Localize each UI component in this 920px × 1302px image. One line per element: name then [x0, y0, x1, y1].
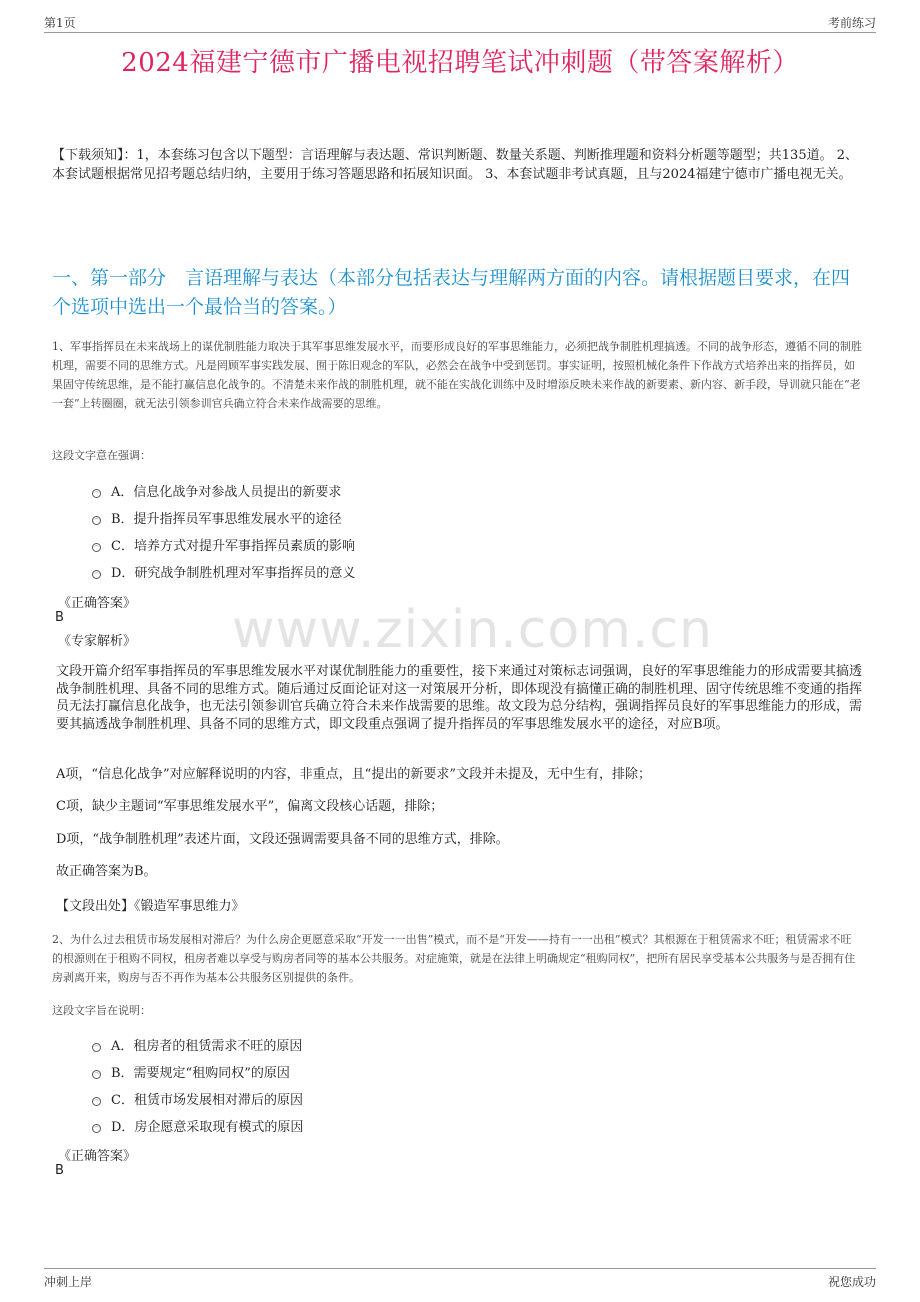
option-b[interactable]: [92, 1058, 303, 1085]
radio-icon[interactable]: [92, 489, 101, 498]
document-title: 2024福建宁德市广播电视招聘笔试冲刺题（带答案解析）: [121, 48, 799, 78]
option-d-note: D项，“战争制胜机理”表述片面，文段还强调需要具备不同的思维方式，排除。: [56, 832, 509, 847]
analysis-label: 《专家解析》: [58, 634, 137, 649]
option-a-note: A项，“信息化战争”对应解释说明的内容，非重点，且“提出的新要求”文段并未提及，无中生有，排除；: [56, 767, 651, 782]
option-label: B．提升指挥员军事思维发展水平的途径: [111, 512, 342, 527]
option-d[interactable]: [92, 558, 355, 585]
page-footer: [44, 1268, 876, 1291]
header-tag: 考前练习: [827, 16, 876, 30]
option-label: B．需要规定“租购同权”的原因: [111, 1066, 290, 1081]
radio-icon[interactable]: [92, 543, 101, 552]
option-b[interactable]: [92, 504, 355, 531]
analysis-text: 文段开篇介绍军事指挥员的军事思维发展水平对谋优制胜能力的重要性，接下来通过对策标志词强调，良好的军事思维能力的形成需要其搞透战争制胜机理、具备不同的思维方式。随后通过反面论证对这一对策展开分析，即体现没有搞懂正确的制胜机理、固守传统思维不变通的指挥员无法打赢信息化战争，也无法引领参训官兵确立符合未来作战需要的思维。故文段为总分结构，强调指挥员良好的军事思维能力的形成，需要其搞透战争制胜机理、具备不同的思维方式，即文段重点强调了提升指挥员的军事思维发展水平的途径，对应B项。: [56, 664, 863, 732]
option-d[interactable]: [92, 1112, 303, 1139]
option-a[interactable]: [92, 477, 355, 504]
option-label: D．研究战争制胜机理对军事指挥员的意义: [111, 566, 356, 581]
download-notice: 【下载须知】：1，本套练习包含以下题型：言语理解与表达题、常识判断题、数量关系题、判断推理题和资料分析题等题型；共135道。 2、本套试题根据常见招考题总结归纳，主要用于练习答题思路和拓展知识面。 3、本套试题非考试真题，且与2024福建宁德市广播电视无关。: [52, 148, 858, 182]
option-label: D．房企愿意采取现有模式的原因: [111, 1120, 304, 1135]
radio-icon[interactable]: [92, 1043, 101, 1052]
answer-label: 《正确答案》: [58, 1149, 137, 1164]
option-c-note: C项，缺少主题词“军事思维发展水平”，偏离文段核心话题，排除；: [56, 799, 444, 814]
radio-icon[interactable]: [92, 516, 101, 525]
question-2-options: [92, 1031, 303, 1139]
question-1-text: 1、军事指挥员在未来战场上的谋优制胜能力取决于其军事思维发展水平，而要形成良好的军事思维能力，必须把战争制胜机理搞透。不同的战争形态，遵循不同的制胜机理，需要不同的思维方式。凡是罔顾军事实践发展、囿于陈旧观念的军队，必然会在战争中受到惩罚。事实证明，按照机械化条件下作战方式培养出来的指挥员，如果固守传统思维，是不能打赢信息化战争的。不清楚未来作战的制胜机理，就不能在实战化训练中及时增添反映未来作战的新要素、新内容、新手段，导训就只能在“老一套”上转圈圈，就无法引领参训官兵确立符合未来作战需要的思维。: [52, 340, 862, 410]
option-a[interactable]: [92, 1031, 303, 1058]
page-header: [44, 12, 876, 33]
source-citation: 【文段出处】《锻造军事思维力》: [56, 899, 245, 914]
watermark: www.zixin.com.cn: [232, 600, 713, 660]
conclusion: 故正确答案为B。: [56, 864, 157, 879]
question-2-text: 2、为什么过去租赁市场发展相对滞后？为什么房企更愿意采取“开发一一出售”模式，而不是“开发——持有一一出租”模式？其根源在于租赁需求不旺；租赁需求不旺的根源则在于租购不同权，租房者难以享受与购房者同等的基本公共服务。对症施策，就是在法律上明确规定“租购同权”，把所有居民享受基本公共服务与是否拥有住房剥离开来，购房与否不再作为基本公共服务区别提供的条件。: [52, 933, 856, 984]
question-1-prompt: 这段文字意在强调：: [52, 449, 151, 462]
option-label: A．信息化战争对参战人员提出的新要求: [111, 485, 342, 500]
question-1-options: [92, 477, 355, 585]
option-label: A．租房者的租赁需求不旺的原因: [111, 1039, 303, 1054]
radio-icon[interactable]: [92, 1097, 101, 1106]
option-c[interactable]: [92, 1085, 303, 1112]
radio-icon[interactable]: [92, 1070, 101, 1079]
option-label: C．租赁市场发展相对滞后的原因: [111, 1093, 303, 1108]
answer-value: B: [55, 610, 64, 625]
answer-value: B: [55, 1163, 64, 1178]
option-label: C．培养方式对提升军事指挥员素质的影响: [111, 539, 355, 554]
footer-left: 冲刺上岸: [44, 1275, 93, 1289]
option-c[interactable]: [92, 531, 355, 558]
page-number: 第1页: [44, 16, 76, 30]
answer-label: 《正确答案》: [58, 596, 137, 611]
radio-icon[interactable]: [92, 1124, 101, 1133]
question-2-prompt: 这段文字旨在说明：: [52, 1004, 151, 1017]
radio-icon[interactable]: [92, 570, 101, 579]
footer-right: 祝您成功: [827, 1275, 876, 1289]
section-heading: 一、第一部分 言语理解与表达（本部分包括表达与理解两方面的内容。请根据题目要求，在四个选项中选出一个最恰当的答案。）: [52, 267, 851, 318]
